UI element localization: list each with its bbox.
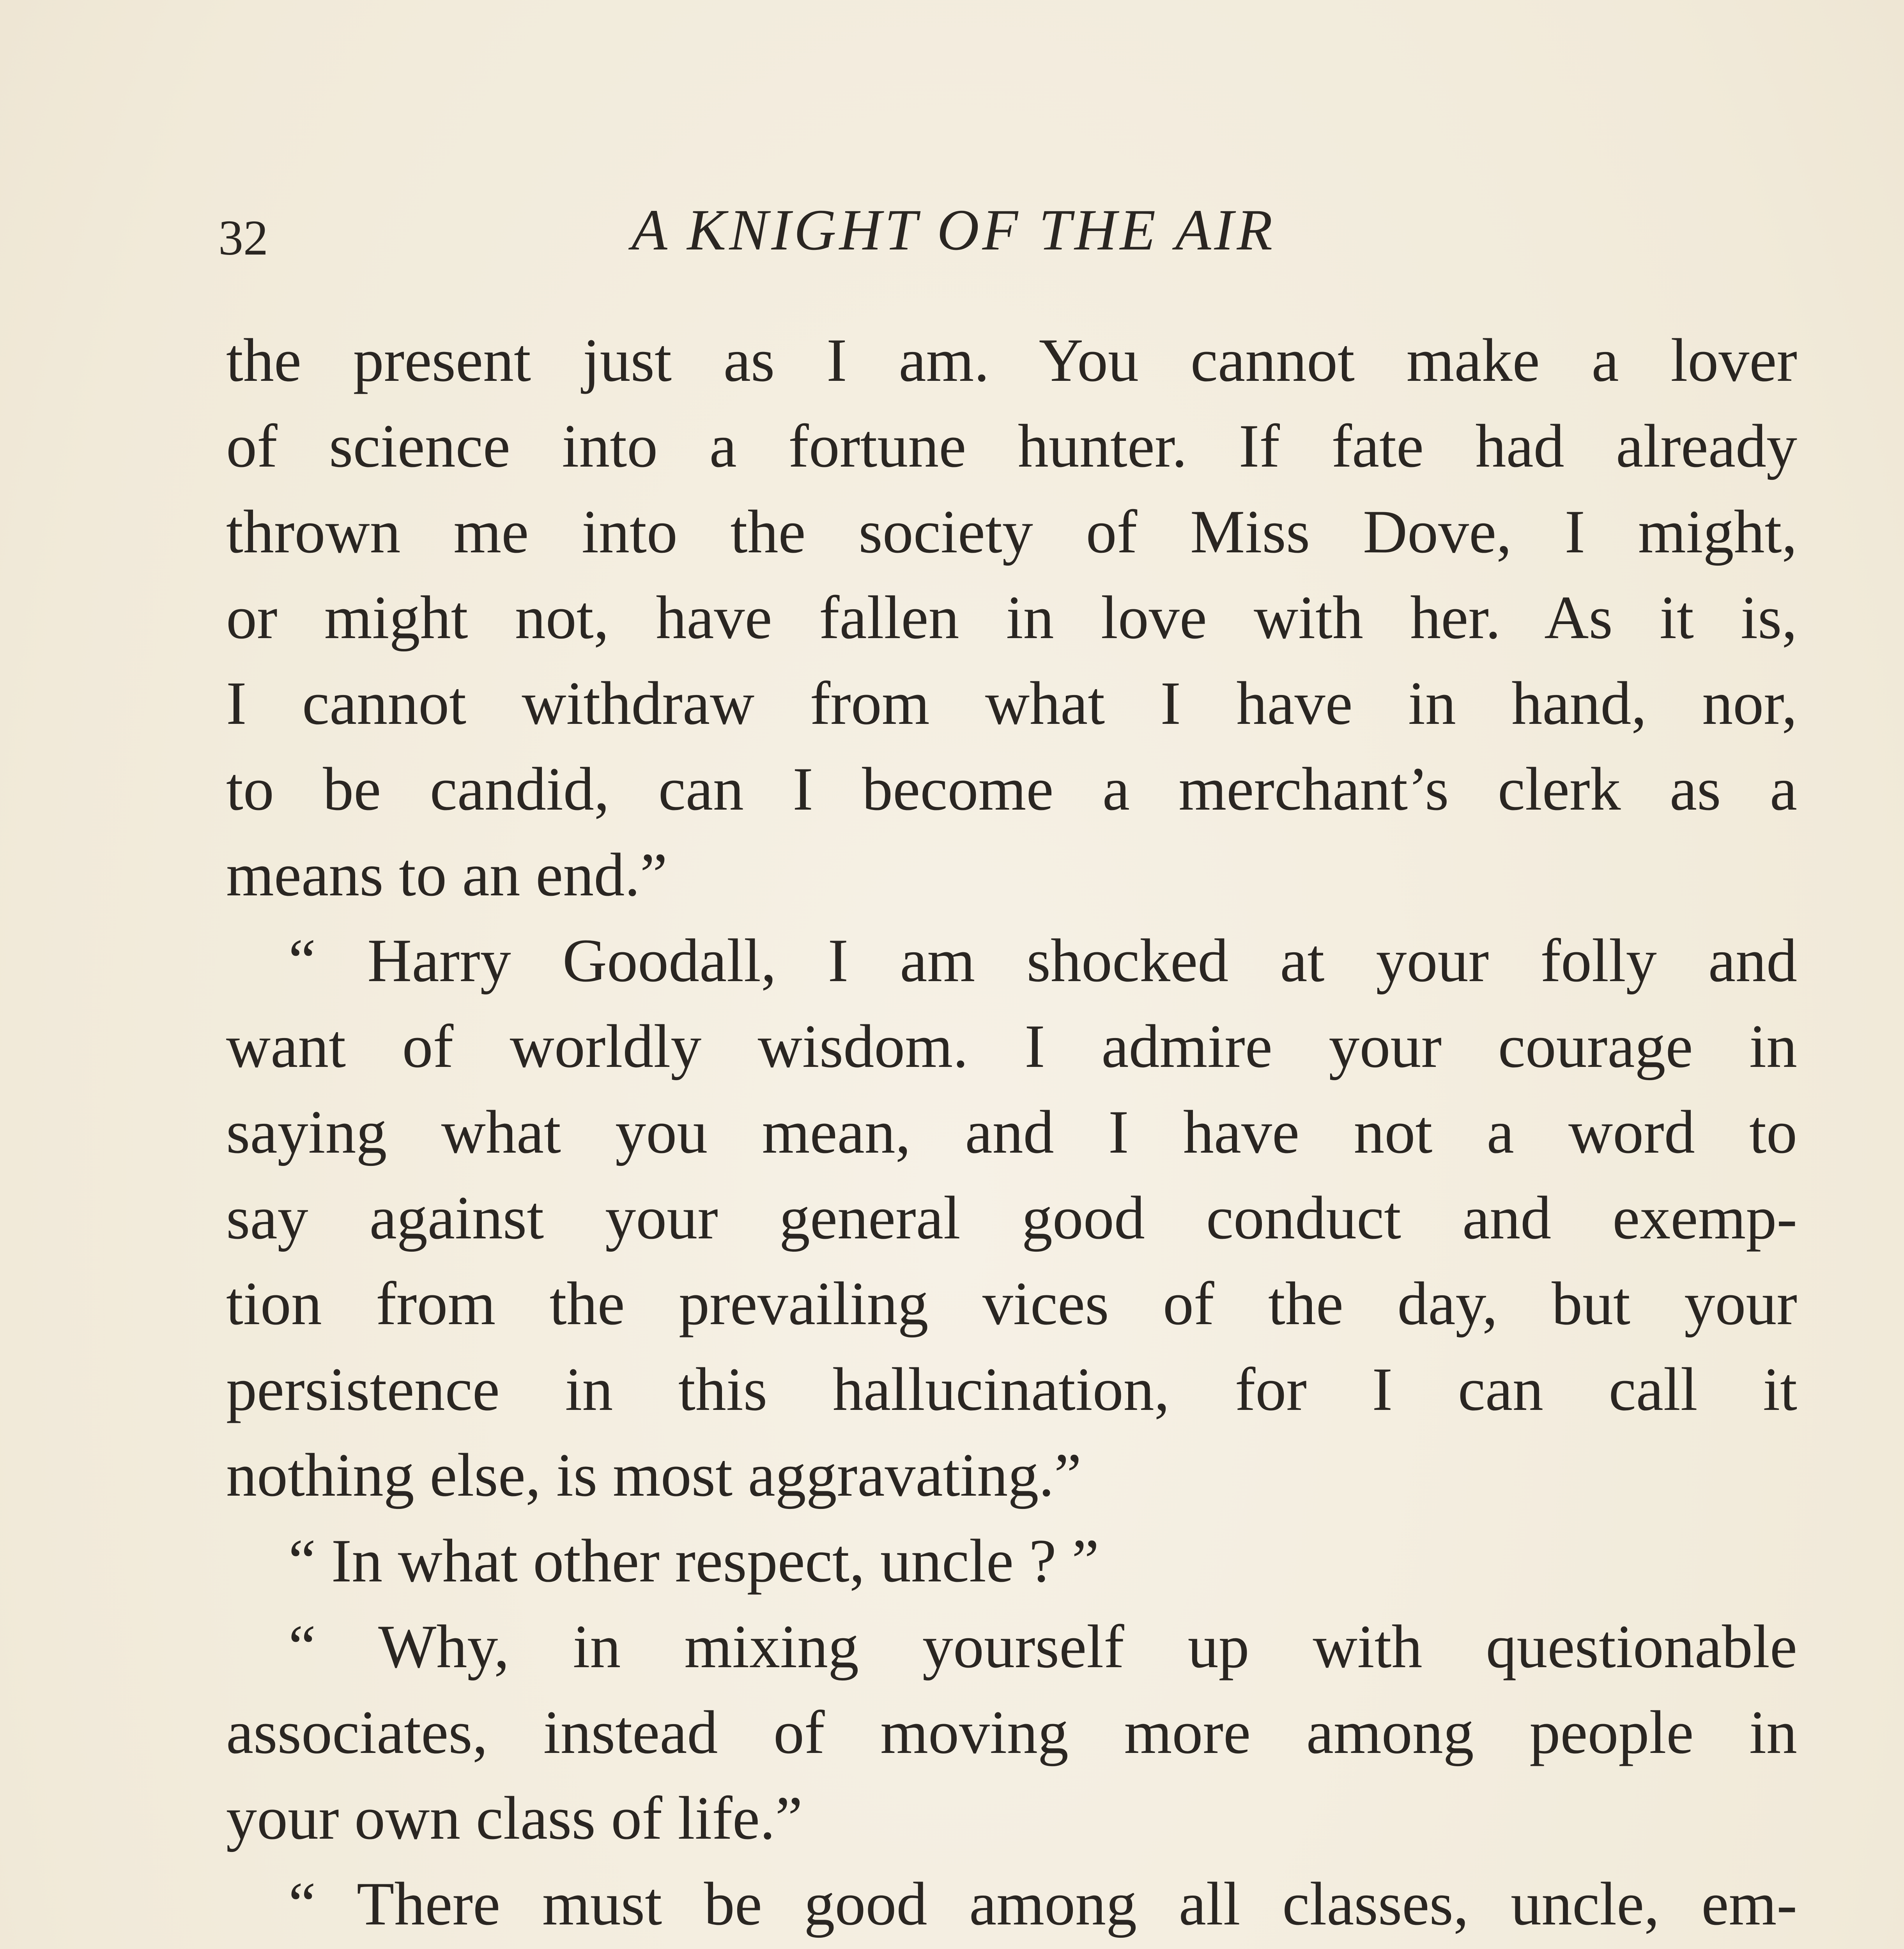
text-line: your own class of life.” [226, 1784, 803, 1852]
text-line: want of worldly wisdom. I admire your courage in [226, 1012, 1797, 1081]
text-line: tion from the prevailing vices of the day, but your [226, 1270, 1797, 1338]
text-line: “ Harry Goodall, I am shocked at your folly and [288, 927, 1797, 995]
text-line: thrown me into the society of Miss Dove, I might, [226, 498, 1797, 566]
text-line: “ Why, in mixing yourself up with questionable [288, 1613, 1797, 1681]
text-line [226, 1947, 1797, 1949]
text-line: “ There must be good among all classes, uncle, em- [288, 1870, 1797, 1938]
text-line: “ In what other respect, uncle ? ” [288, 1527, 1099, 1595]
text-line: saying what you mean, and I have not a word to [226, 1098, 1797, 1166]
body-text [226, 318, 1797, 1949]
text-line: to be candid, can I become a merchant’s clerk as a [226, 755, 1797, 823]
text-line: or might not, have fallen in love with her. As it is, [226, 584, 1797, 652]
text-line: persistence in this hallucination, for I can call it [226, 1355, 1797, 1424]
text-line: of science into a fortune hunter. If fate had already [226, 412, 1797, 480]
text-line: nothing else, is most aggravating.” [226, 1441, 1082, 1509]
page-number: 32 [218, 210, 268, 265]
text-line: the present just as I am. You cannot make a lover [226, 326, 1797, 394]
running-title: A KNIGHT OF THE AIR [632, 198, 1276, 262]
text-line: associates, instead of moving more among people in [226, 1698, 1797, 1767]
text-line: means to an end.” [226, 841, 667, 909]
text-line: say against your general good conduct and exemp- [226, 1184, 1797, 1252]
text-line: I cannot withdraw from what I have in hand, nor, [226, 669, 1797, 738]
page-header [218, 195, 1793, 273]
